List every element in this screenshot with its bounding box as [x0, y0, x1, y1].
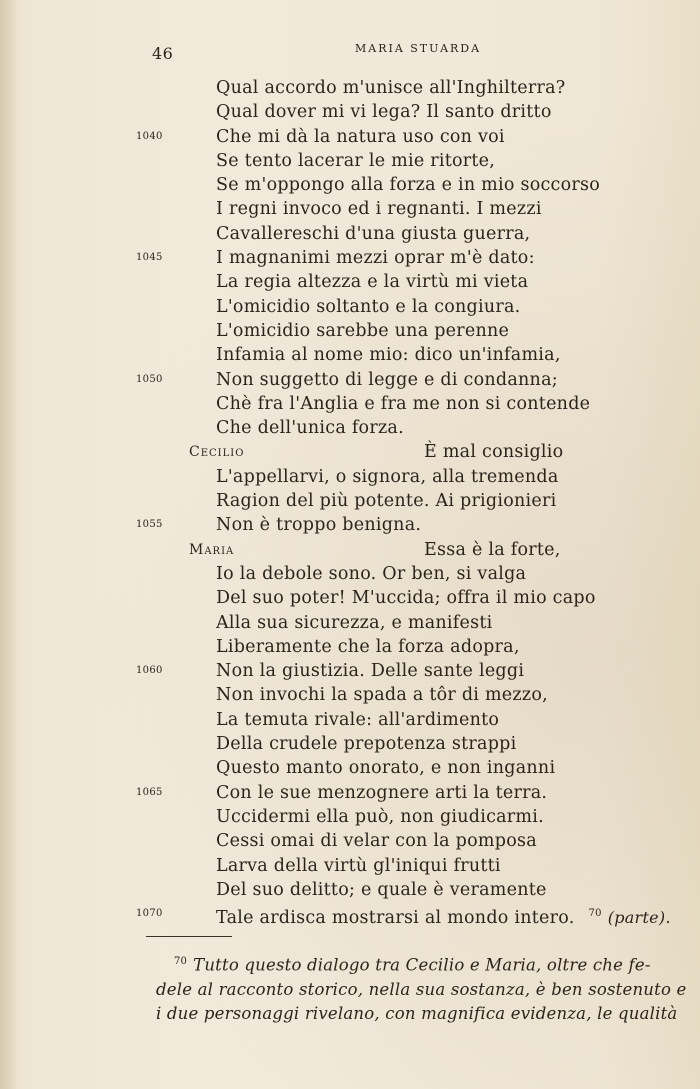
- line-number: 1060: [136, 665, 163, 677]
- verse-text-line: [216, 805, 544, 829]
- verse-text-line: [216, 125, 505, 149]
- verse-words: È mal consiglio: [424, 442, 564, 463]
- line-number: 1055: [136, 519, 163, 531]
- verse-words: Alla sua sicurezza, e manifesti: [216, 612, 493, 633]
- verse-line: [0, 343, 700, 367]
- verse-words: Infamia al nome mio: dico un'infamia,: [216, 345, 561, 366]
- footnote-line: dele al racconto storico, nella sua sostanza, è ben sostenuto e: [156, 979, 687, 999]
- verse-text-line: [424, 440, 563, 464]
- verse-text-line: [216, 562, 526, 586]
- verse-words: Non suggetto di legge e di condanna;: [216, 369, 558, 390]
- verse-words: L'omicidio soltanto e la congiura.: [216, 296, 521, 317]
- verse-text-line: [216, 854, 501, 878]
- verse-text-line: [216, 295, 521, 319]
- verse-line: [0, 489, 700, 513]
- verse-text-line: [216, 635, 520, 659]
- verse-text-line: [216, 368, 558, 392]
- verse-words: Qual dover mi vi lega? Il santo dritto: [216, 102, 552, 123]
- verse-words: Cavallereschi d'una giusta guerra,: [216, 223, 531, 244]
- verse-line: [0, 246, 700, 270]
- verse-text-line: [216, 270, 528, 294]
- verse-line: [0, 756, 700, 780]
- verse-text-line: [216, 173, 600, 197]
- verse-line: [0, 416, 700, 440]
- page-number: 46: [152, 44, 174, 63]
- verse-words: La temuta rivale: all'ardimento: [216, 709, 500, 730]
- verse-words: Tale ardisca mostrarsi al mondo intero.: [216, 907, 575, 928]
- verse-words: L'appellarvi, o signora, alla tremenda: [216, 466, 559, 487]
- verse-words: I regni invoco ed i regnanti. I mezzi: [216, 199, 542, 220]
- verse-text-line: [216, 829, 537, 853]
- verse-text-line: [216, 197, 542, 221]
- footnote-line: [156, 950, 700, 978]
- verse-line: [0, 902, 700, 926]
- verse-words: Questo manto onorato, e non inganni: [216, 758, 556, 779]
- verse-line: [0, 222, 700, 246]
- verse-text: [0, 76, 700, 926]
- verse-words: L'omicidio sarebbe una perenne: [216, 320, 510, 341]
- verse-line: [0, 829, 700, 853]
- verse-line: [0, 708, 700, 732]
- verse-words: Che mi dà la natura uso con voi: [216, 126, 505, 147]
- verse-words: Chè fra l'Anglia e fra me non si contende: [216, 393, 591, 414]
- verse-line: [0, 197, 700, 221]
- verse-text-line: [216, 659, 524, 683]
- verse-text-line: [216, 732, 516, 756]
- verse-line: [0, 611, 700, 635]
- verse-line: [0, 76, 700, 100]
- verse-text-line: [216, 222, 530, 246]
- speaker-name: Cecilio: [189, 444, 245, 461]
- verse-words: Con le sue menzognere arti la terra.: [216, 782, 548, 803]
- speaker-name: Maria: [189, 541, 235, 558]
- footnote: [156, 950, 700, 1026]
- verse-line: [0, 149, 700, 173]
- verse-text-line: [216, 513, 421, 537]
- verse-words: Non è troppo benigna.: [216, 515, 422, 536]
- verse-line: [0, 538, 700, 562]
- verse-words: Non invochi la spada a tôr di mezzo,: [216, 685, 548, 706]
- line-number: 1045: [136, 252, 163, 264]
- verse-line: [0, 586, 700, 610]
- verse-line: [0, 368, 700, 392]
- verse-line: [0, 173, 700, 197]
- verse-text-line: [216, 902, 671, 930]
- verse-words: Essa è la forte,: [424, 539, 561, 560]
- verse-text-line: [216, 756, 555, 780]
- verse-words: Ragion del più potente. Ai prigionieri: [216, 491, 557, 512]
- partial-note-mark: (parte).: [607, 907, 671, 927]
- verse-line: [0, 635, 700, 659]
- verse-words: Liberamente che la forza adopra,: [216, 636, 520, 657]
- verse-line: [0, 465, 700, 489]
- verse-line: [0, 319, 700, 343]
- verse-words: Cessi omai di velar con la pomposa: [216, 831, 537, 852]
- verse-words: Che dell'unica forza.: [216, 418, 404, 439]
- running-head: MARIA STUARDA: [355, 42, 482, 55]
- verse-words: Se m'oppongo alla forza e in mio soccorso: [216, 175, 601, 196]
- line-number: 1040: [136, 130, 163, 142]
- footnote-line: i due personaggi rivelano, con magnifica evidenza, le qualità: [156, 1003, 678, 1023]
- verse-text-line: [424, 538, 561, 562]
- footnote-text: Tutto questo dialogo tra Cecilio e Maria, oltre che fe-: [193, 955, 651, 975]
- verse-line: [0, 392, 700, 416]
- verse-text-line: [216, 781, 547, 805]
- verse-line: [0, 295, 700, 319]
- verse-text-line: [216, 246, 535, 270]
- verse-line: [0, 270, 700, 294]
- verse-words: Del suo delitto; e quale è veramente: [216, 879, 547, 900]
- verse-text-line: [216, 878, 547, 902]
- verse-words: Non la giustizia. Delle sante leggi: [216, 661, 525, 682]
- verse-line: [0, 562, 700, 586]
- verse-words: Larva della virtù gl'iniqui frutti: [216, 855, 501, 876]
- verse-line: [0, 100, 700, 124]
- verse-text-line: [216, 149, 495, 173]
- verse-words: Del suo poter! M'uccida; offra il mio capo: [216, 588, 596, 609]
- verse-text-line: [216, 465, 559, 489]
- footnote-rule: [146, 936, 232, 937]
- verse-line: [0, 781, 700, 805]
- line-number: 1070: [136, 908, 163, 920]
- verse-words: Qual accordo m'unisce all'Inghilterra?: [216, 78, 566, 98]
- verse-words: Uccidermi ella può, non giudicarmi.: [216, 806, 544, 827]
- footnote-reference[interactable]: 70: [588, 908, 602, 920]
- verse-words: La regia altezza e la virtù mi vieta: [216, 272, 529, 293]
- line-number: 1050: [136, 373, 163, 385]
- verse-line: [0, 854, 700, 878]
- line-number: 1065: [136, 786, 163, 798]
- verse-line: [0, 878, 700, 902]
- verse-text-line: [216, 708, 499, 732]
- verse-text-line: [216, 319, 509, 343]
- verse-line: [0, 125, 700, 149]
- footnote-number: 70: [174, 956, 188, 967]
- verse-line: [0, 440, 700, 464]
- verse-words: Della crudele prepotenza strappi: [216, 734, 517, 755]
- verse-text-line: [216, 343, 561, 367]
- verse-words: I magnanimi mezzi oprar m'è dato:: [216, 248, 535, 269]
- verse-text-line: [216, 416, 404, 440]
- verse-line: [0, 683, 700, 707]
- verse-text-line: [216, 683, 548, 707]
- verse-text-line: [216, 392, 590, 416]
- verse-line: [0, 732, 700, 756]
- verse-text-line: [216, 76, 565, 100]
- verse-line: [0, 513, 700, 537]
- verse-words: Io la debole sono. Or ben, si valga: [216, 563, 527, 584]
- verse-text-line: [216, 489, 556, 513]
- verse-text-line: [216, 100, 552, 124]
- verse-line: [0, 659, 700, 683]
- verse-text-line: [216, 586, 596, 610]
- verse-words: Se tento lacerar le mie ritorte,: [216, 150, 496, 171]
- verse-line: [0, 805, 700, 829]
- verse-text-line: [216, 611, 492, 635]
